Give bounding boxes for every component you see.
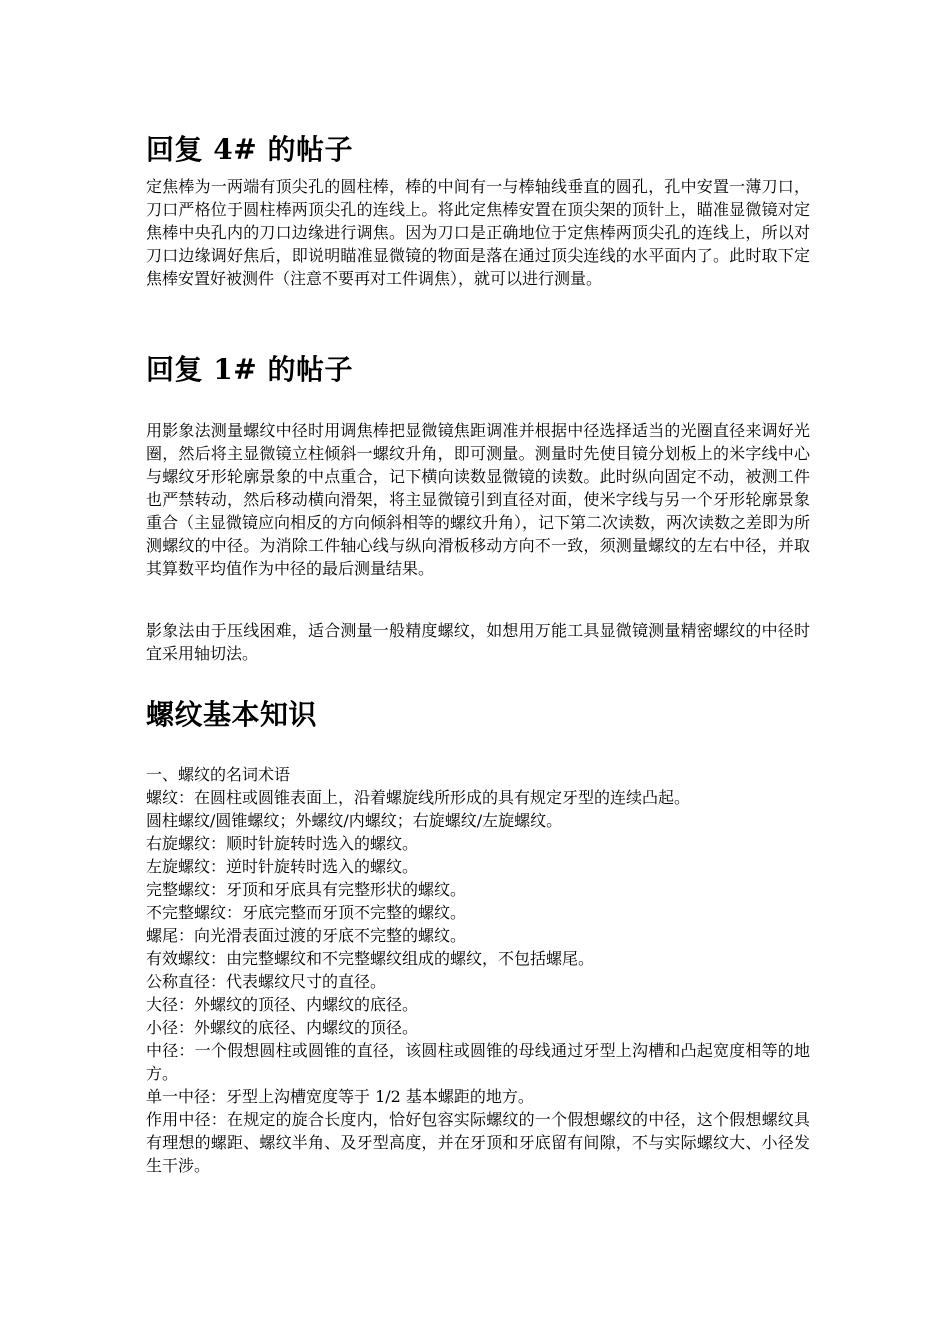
list-item: 公称直径：代表螺纹尺寸的直径。 [146, 972, 387, 991]
list-item: 大径：外螺纹的顶径、内螺纹的底径。 [146, 995, 419, 1014]
list-item: 右旋螺纹：顺时针旋转时选入的螺纹。 [146, 834, 419, 853]
list-item: 作用中径：在规定的旋合长度内，恰好包容实际螺纹的一个假想螺纹的中径，这个假想螺纹具有理想的螺距、螺纹半角、及牙型高度，并在牙顶和牙底留有间隙，不与实际螺纹大、小径发生干涉。 [146, 1110, 810, 1175]
section-heading-reply-4: 回复 4# 的帖子 [146, 133, 353, 166]
section-heading-thread-basics: 螺纹基本知识 [146, 698, 318, 731]
list-item: 螺纹：在圆柱或圆锥表面上，沿着螺旋线所形成的具有规定牙型的连续凸起。 [146, 788, 691, 807]
list-item: 完整螺纹：牙顶和牙底具有完整形状的螺纹。 [146, 880, 467, 899]
thread-terms-list [146, 763, 810, 1177]
list-item: 单一中径：牙型上沟槽宽度等于 1/2 基本螺距的地方。 [146, 1087, 534, 1106]
list-item: 螺尾：向光滑表面过渡的牙底不完整的螺纹。 [146, 926, 467, 945]
list-item: 一、螺纹的名词术语 [146, 765, 291, 784]
paragraph-image-method: 用影象法测量螺纹中径时用调焦棒把显微镜焦距调准并根据中径选择适当的光圈直径来调好光圈，然后将主显微镜立柱倾斜一螺纹升角，即可测量。测量时先使目镜分划板上的米字线中心与螺纹牙形轮廓景象的中点重合，记下横向读数显微镜的读数。此时纵向固定不动，被测工件也严禁转动，然后移动横向滑架，将主显微镜引到直径对面，使米字线与另一个牙形轮廓景象重合（主显微镜应向相反的方向倾斜相等的螺纹升角），记下第二次读数，两次读数之差即为所测螺纹的中径。为消除工件轴心线与纵向滑板移动方向不一致，须测量螺纹的左右中径，并取其算数平均值作为中径的最后测量结果。 [146, 421, 811, 578]
list-item: 圆柱螺纹/圆锥螺纹；外螺纹/内螺纹；右旋螺纹/左旋螺纹。 [146, 811, 563, 830]
list-item: 小径：外螺纹的底径、内螺纹的顶径。 [146, 1018, 419, 1037]
list-item: 中径：一个假想圆柱或圆锥的直径，该圆柱或圆锥的母线通过牙型上沟槽和凸起宽度相等的地方。 [146, 1041, 810, 1083]
list-item: 左旋螺纹：逆时针旋转时选入的螺纹。 [146, 857, 419, 876]
paragraph-axial-method: 影象法由于压线困难，适合测量一般精度螺纹，如想用万能工具显微镜测量精密螺纹的中径时宜采用轴切法。 [146, 621, 810, 663]
section-heading-reply-1: 回复 1# 的帖子 [146, 353, 353, 386]
list-item: 不完整螺纹：牙底完整而牙顶不完整的螺纹。 [146, 903, 467, 922]
list-item: 有效螺纹：由完整螺纹和不完整螺纹组成的螺纹，不包括螺尾。 [146, 949, 595, 968]
paragraph-focus-rod: 定焦棒为一两端有顶尖孔的圆柱棒，棒的中间有一与棒轴线垂直的圆孔，孔中安置一薄刀口，刀口严格位于圆柱棒两顶尖孔的连线上。将此定焦棒安置在顶尖架的顶针上，瞄准显微镜对定焦棒中央孔内的刀口边缘进行调焦。因为刀口是正确地位于定焦棒两顶尖孔的连线上，所以对刀口边缘调好焦后，即说明瞄准显微镜的物面是落在通过顶尖连线的水平面内了。此时取下定焦棒安置好被测件（注意不要再对工件调焦），就可以进行测量。 [146, 177, 810, 288]
